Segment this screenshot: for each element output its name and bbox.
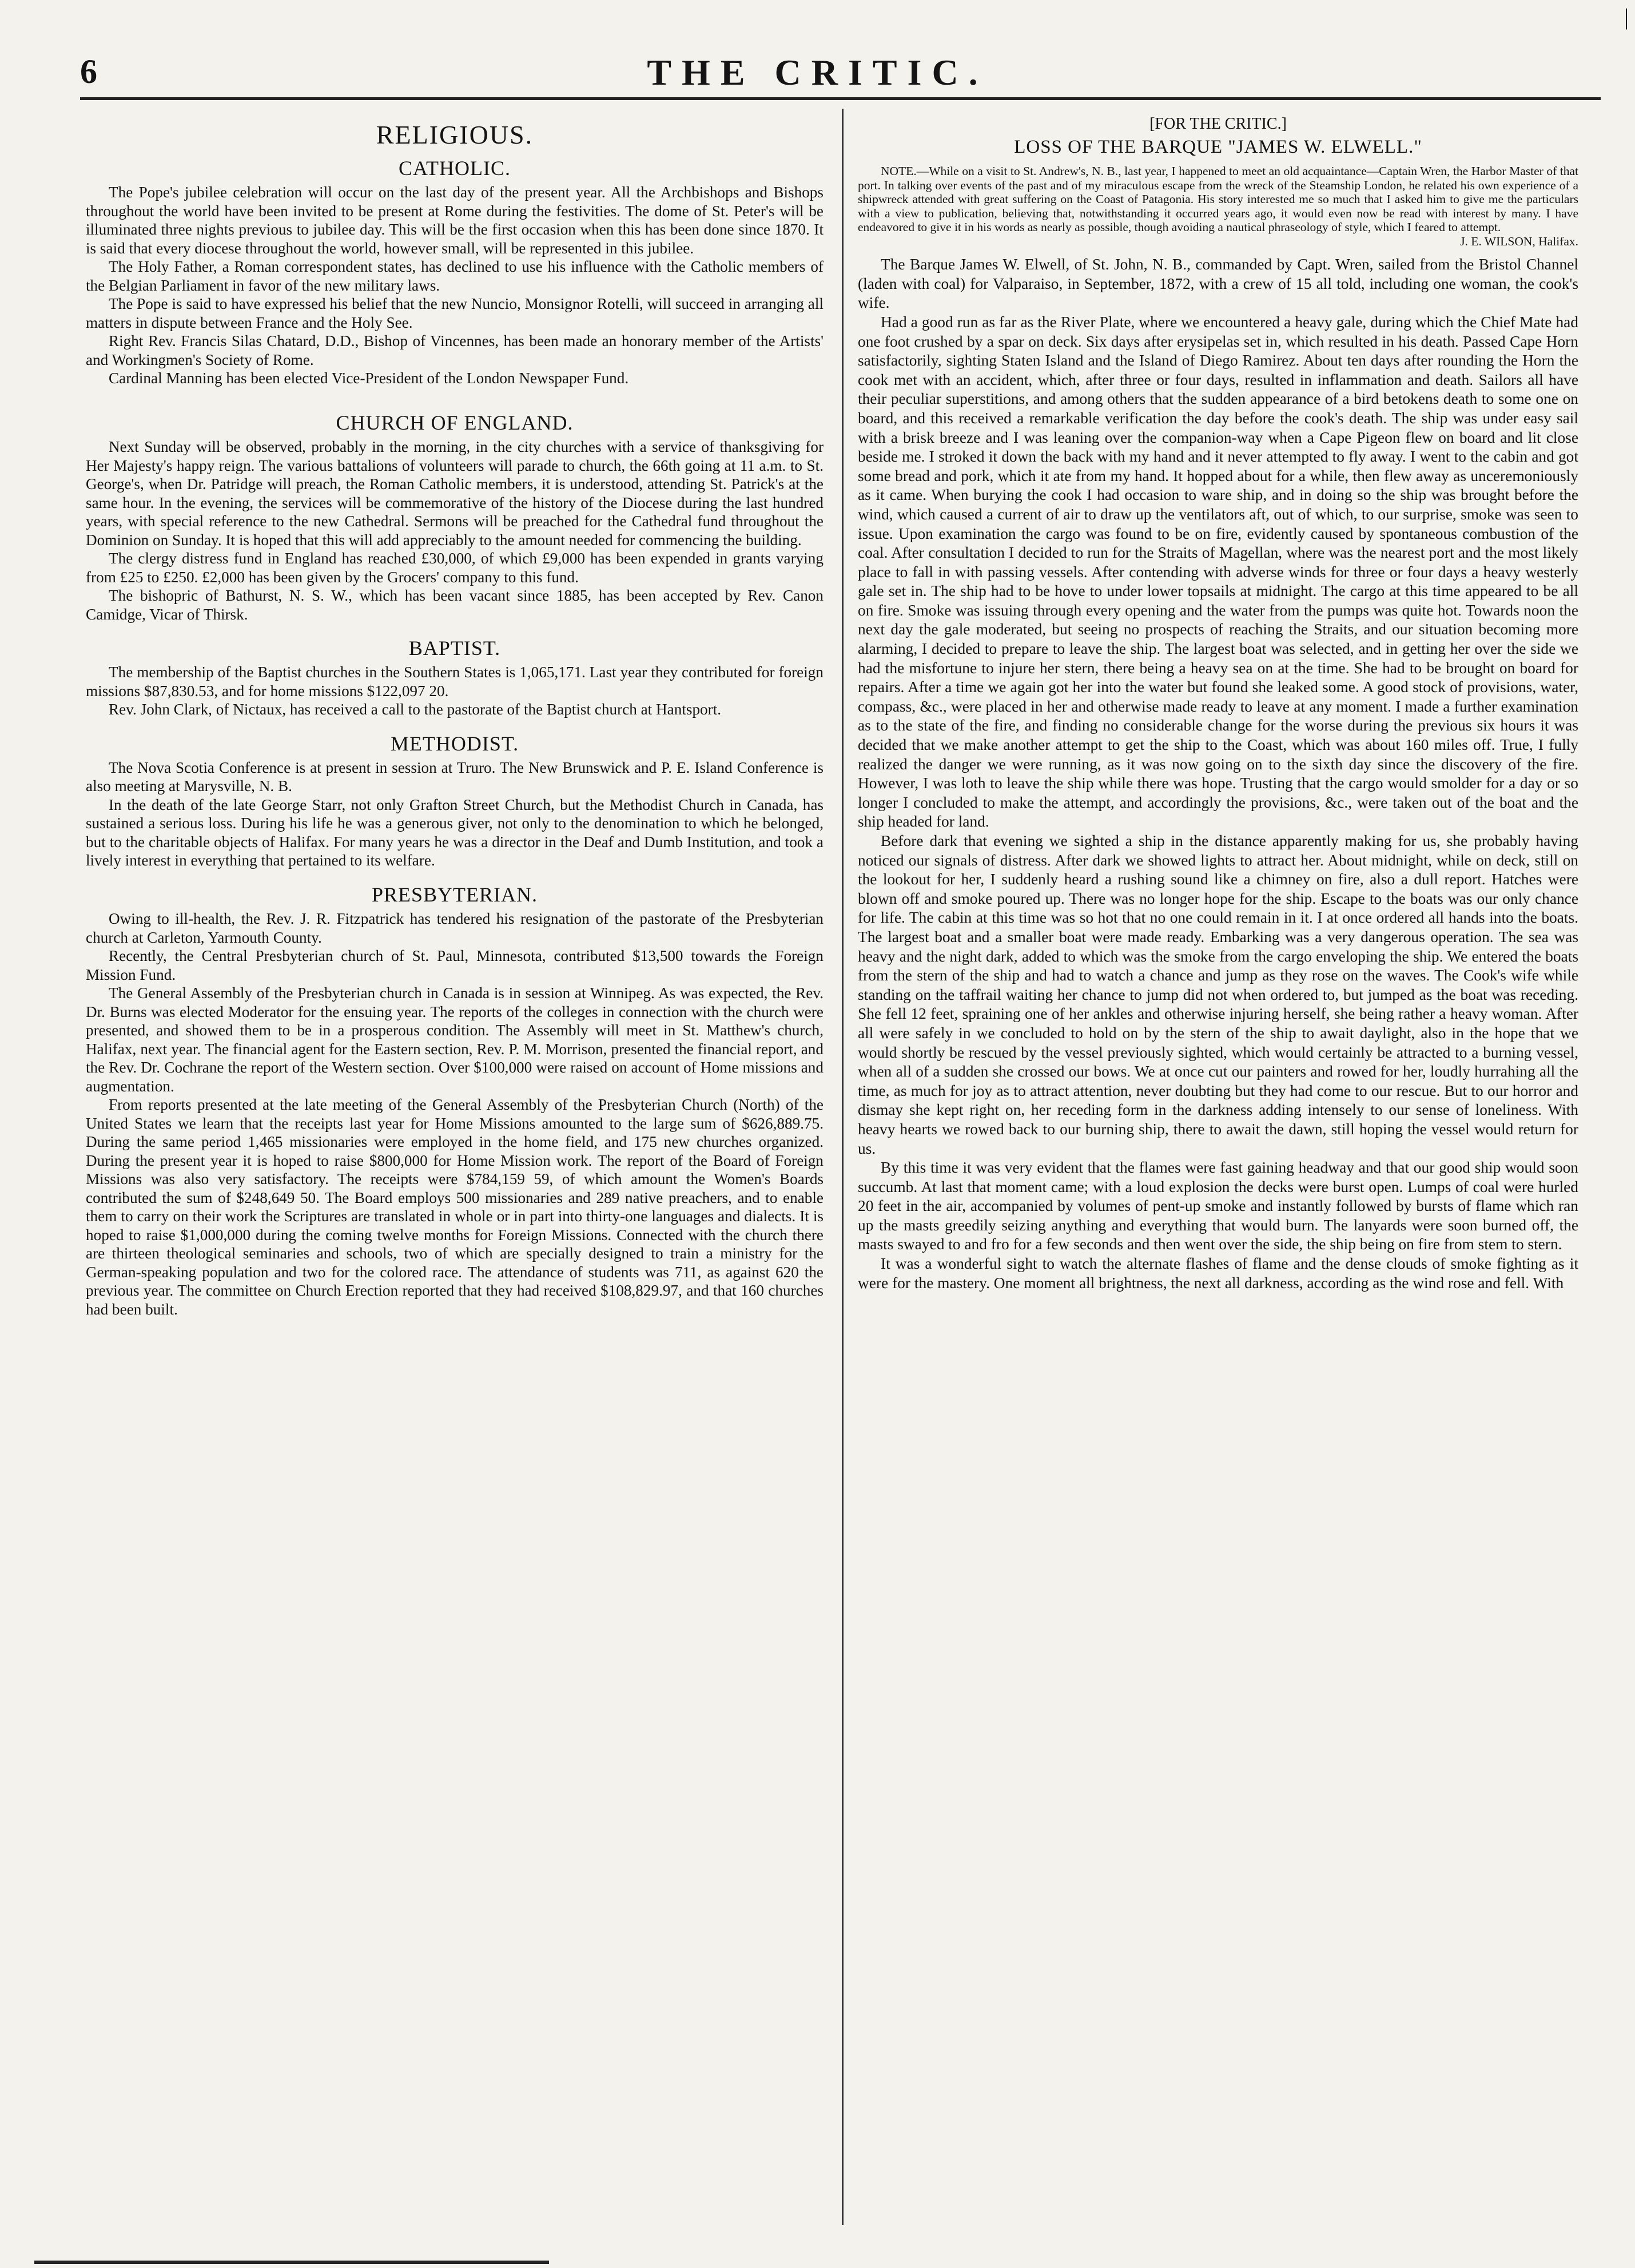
section-title-religious: RELIGIOUS. bbox=[376, 120, 534, 149]
page-number: 6 bbox=[80, 53, 97, 90]
masthead-title: THE CRITIC. bbox=[647, 52, 988, 93]
header-rule bbox=[80, 97, 1601, 100]
section-presbyterian bbox=[86, 883, 824, 1318]
editor-note: NOTE.—While on a visit to St. Andrew's, N. B., last year, I happened to meet an old acquaintance—Captain Wren, the Harbor Master of that port. In talking over events of the past and of my miraculous escape from the wreck of the Steamship London, he related his own experience of a shipwreck attended with great suffering on the Coast of Patagonia. His story interested me so much that I asked him to give me the particulars with a view to publication, believing that, notwithstanding it occurred years ago, it would even now be read with interest by many. I have endeavored to give it in his words as nearly as possible, though avoiding a nautical phraseology of style, which I feared to attempt. bbox=[858, 164, 1578, 235]
article-title: LOSS OF THE BARQUE "JAMES W. ELWELL." bbox=[1014, 136, 1422, 157]
footer-rule bbox=[34, 2261, 549, 2264]
paragraph: Owing to ill-health, the Rev. J. R. Fitzpatrick has tendered his resignation of the pastorate of the Presbyterian church at Carleton, Yarmouth County. bbox=[86, 910, 824, 946]
section-baptist bbox=[86, 636, 824, 719]
paragraph: From reports presented at the late meeting of the General Assembly of the Presbyterian Church (North) of the United States we learn that the receipts last year for Home Missions amounted to the large sum of $626,889.75. During the same period 1,465 missionaries were employed in the home field, and 175 new churches organized. During the present year it is hoped to raise $800,000 for Home Mission work. The report of the Board of Foreign Missions was also very satisfactory. The receipts were $784,159 59, of which amount the Women's Boards contributed the sum of $248,649 50. The Board employs 500 missionaries and 289 native preachers, and to enable them to carry on their work the Scriptures are translated in whole or in part into thirty-one languages and dialects. It is hoped to raise $1,000,000 during the coming twelve months for Foreign Missions. Connected with the church there are thirteen theological seminaries and schools, two of which are specially designed to train a ministry for the German-speaking population and two for the colored race. The attendance of students was 711, as against 620 the previous year. The committee on Church Erection reported that they had received $108,829.97, and that 160 churches had been built. bbox=[86, 1096, 824, 1318]
column-divider bbox=[842, 109, 844, 2225]
note-signature: J. E. WILSON, Halifax. bbox=[1460, 234, 1578, 248]
paragraph: The membership of the Baptist churches in the Southern States is 1,065,171. Last year they contributed for foreign missions $87,830.53, and for home missions $122,097 20. bbox=[86, 664, 824, 700]
paragraph: In the death of the late George Starr, not only Grafton Street Church, but the Methodist Church in Canada, has sustained a serious loss. During his life he was a generous giver, not only to the denomination to which he belonged, but to the charitable objects of Halifax. For many years he was a director in the Deaf and Dumb Institution, and took a lively interest in everything that pertained to its welfare. bbox=[86, 796, 824, 869]
paragraph: Rev. John Clark, of Nictaux, has received a call to the pastorate of the Baptist church at Hantsport. bbox=[109, 701, 722, 718]
right-column bbox=[858, 114, 1578, 1293]
heading-methodist: METHODIST. bbox=[390, 732, 519, 755]
paragraph: The Barque James W. Elwell, of St. John, N. B., commanded by Capt. Wren, sailed from the Bristol Channel (laden with coal) for Valparaiso, in September, 1872, with a crew of 15 all told, including one woman, the cook's wife. bbox=[858, 256, 1578, 312]
section-catholic bbox=[86, 156, 824, 388]
paragraph: The Nova Scotia Conference is at present in session at Truro. The New Brunswick and P. E. Island Conference is also meeting at Marysville, N. B. bbox=[86, 758, 824, 795]
paragraph: Had a good run as far as the River Plate, where we encountered a heavy gale, during which the Chief Mate had one foot crushed by a spar on deck. Six days after erysipelas set in, which resulted in his death. Passed Cape Horn satisfactorily, sighting Staten Island and the Island of Diego Ramirez. About ten days after rounding the Horn the cook met with an accident, which, after three or four days, resulted in inflammation and death. Sailors all have their peculiar superstitions, and among others that the sudden appearance of a bird betokens death to some one on board, and this received a remarkable verification the day before the cook's death. The ship was under easy sail with a brisk breeze and I was leaning over the companion-way when a Cape Pigeon flew on board and lit close beside me. I stroked it down the back with my hand and it never attempted to fly away. I went to the cabin and got some bread and pork, which it ate from my hand. It hopped about for a while, then flew away as unceremoniously as it came. When burying the cook I had occasion to ware ship, and in doing so the ship was brought before the wind, which caused a current of air to draw up the ventilators aft, out of which, to our surprise, smoke was seen to issue. Upon examination the cargo was found to be on fire, evidently caused by spontaneous combustion of the coal. After consultation I decided to run for the Straits of Magellan, where was the nearest port and the most likely place to fall in with passing vessels. After contending with adverse winds for three or four days a heavy westerly gale set in. The ship had to be hove to under lower topsails at midnight. The cargo at this time appeared to be all on fire. Smoke was issuing through every opening and the water from the pumps was quite hot. Towards noon the next day the gale moderated, but seeing no prospects of reaching the Straits, and our situation becoming more alarming, I decided to prepare to leave the ship. The largest boat was selected, and in getting her over the side we had the misfortune to injure her stern, there being a heavy sea on at the time. She had to be brought on board for repairs. After a time we again got her into the water but found she leaked some. A good stock of provisions, water, compass, &c., were placed in her and otherwise made ready to leave at any moment. I made a further examination as to the state of the fire, and finding no considerable change for the worse during the previous six hours it was decided that we make another attempt to get the ship to the Coast, which was about 160 miles off. True, I fully realized the danger we were running, as it was now going on to the sixth day since the discovery of the fire. However, I was loth to leave the ship while there was hope. Trusting that the cargo would smolder for a day or so longer I concluded to make the attempt, and accordingly the provisions, &c., were taken out of the boat and the ship headed for land. bbox=[858, 313, 1578, 831]
heading-catholic: CATHOLIC. bbox=[399, 157, 511, 180]
left-column bbox=[86, 114, 824, 1318]
paragraph: Right Rev. Francis Silas Chatard, D.D., Bishop of Vincennes, has been made an honorary member of the Artists' and Workingmen's Society of Rome. bbox=[86, 332, 824, 368]
paragraph: The Pope's jubilee celebration will occur on the last day of the present year. All the Archbishops and Bishops throughout the world have been invited to be present at Rome during the festivities. The dome of St. Peter's will be illuminated three nights previous to jubilee day. This will be the first occasion when this has been done since 1870. It is said that every diocese throughout the world, however small, will be represented in this jubilee. bbox=[86, 184, 824, 257]
paragraph: It was a wonderful sight to watch the alternate flashes of flame and the dense clouds of smoke fighting as it were for the mastery. One moment all brightness, the next all darkness, according as the wind rose and fell. With bbox=[858, 1255, 1578, 1292]
paragraph: Next Sunday will be observed, probably in the morning, in the city churches with a service of thanksgiving for Her Majesty's happy reign. The various battalions of volunteers will parade to church, the 66th going at 11 a.m. to St. George's, when Dr. Patridge will preach, the Roman Catholic members, it is understood, attending St. Patrick's at the same hour. In the evening, the services will be commemorative of the history of the Diocese during the last hundred years, with special reference to the new Cathedral. Sermons will be preached for the Cathedral fund throughout the Dominion on Sunday. It is hoped that this will add appreciably to the amount needed for commencing the building. bbox=[86, 438, 824, 549]
paragraph: Cardinal Manning has been elected Vice-President of the London Newspaper Fund. bbox=[109, 370, 629, 387]
paragraph: The General Assembly of the Presbyterian church in Canada is in session at Winnipeg. As was expected, the Rev. Dr. Burns was elected Moderator for the ensuing year. The reports of the colleges in connection with the church were presented, and showed them to be in a prosperous condition. The Assembly will meet in St. Matthew's church, Halifax, next year. The financial agent for the Eastern section, Rev. P. M. Morrison, presented the financial report, and the Rev. Dr. Cochrane the report of the Western section. Over $100,000 were raised on account of Home missions and augmentation. bbox=[86, 984, 824, 1095]
section-church-of-england bbox=[86, 411, 824, 623]
heading-church-of-england: CHURCH OF ENGLAND. bbox=[336, 411, 574, 434]
paragraph: The Pope is said to have expressed his belief that the new Nuncio, Monsignor Rotelli, will succeed in arranging all matters in dispute between France and the Holy See. bbox=[86, 295, 824, 331]
paragraph: The Holy Father, a Roman correspondent states, has declined to use his influence with the Catholic members of the Belgian Parliament in favor of the new military laws. bbox=[86, 258, 824, 294]
paragraph: By this time it was very evident that the flames were fast gaining headway and that our good ship would soon succumb. At last that moment came; with a loud explosion the decks were burst open. Lumps of coal were hurled 20 feet in the air, accompanied by volumes of pent-up smoke and instantly followed by bursts of flame which ran up the masts greedily seizing anything and everything that would burn. The lanyards were soon burned off, the masts swayed to and fro for a few seconds and then went over the side, the ship being on fire from stem to stern. bbox=[858, 1159, 1578, 1253]
for-the-critic-label: [FOR THE CRITIC.] bbox=[1149, 115, 1287, 133]
page-header bbox=[0, 0, 1635, 92]
paragraph: The clergy distress fund in England has reached £30,000, of which £9,000 has been expended in grants varying from £25 to £250. £2,000 has been given by the Grocers' company to this fund. bbox=[86, 550, 824, 586]
heading-baptist: BAPTIST. bbox=[408, 637, 501, 660]
section-methodist bbox=[86, 732, 824, 870]
paragraph: Recently, the Central Presbyterian church of St. Paul, Minnesota, contributed $13,500 towards the Foreign Mission Fund. bbox=[86, 947, 824, 983]
paragraph: Before dark that evening we sighted a ship in the distance apparently making for us, she probably having noticed our signals of distress. After dark we showed lights to attract her. About midnight, while on deck, still on the lookout for her, I suddenly heard a rushing sound like a chimney on fire, also a dull report. Hatches were blown off and smoke poured up. There was no longer hope for the ship. Escape to the boats was our only chance for life. The cabin at this time was so hot that no one could remain in it. I at once ordered all hands into the boats. The largest boat and a smaller boat were made ready. Embarking was a very dangerous operation. The sea was heavy and the night dark, added to which was the smoke from the cargo enveloping the ship. We entered the boats from the stern of the ship and had to watch a chance and jump as they rose on the waves. The Cook's wife while standing on the taffrail waiting her chance to jump did not when ordered to, but jumped as the boat was receding. She fell 12 feet, spraining one of her ankles and otherwise injuring herself, she being rather a heavy woman. After all were safely in we concluded to hold on by the stern of the ship to await daylight, also in the hope that we would shortly be rescued by the vessel previously sighted, which would certainly be attracted to a burning vessel, when all of a sudden she crossed our bows. We at once cut our painters and rowed for her, loudly hurrahing all the time, as much for joy as to attract attention, never doubting but they had come to our rescue. But to our horror and dismay she kept right on, her receding form in the darkness adding intensely to our sense of loneliness. With heavy hearts we rowed back to our burning ship, there to await the dawn, still hoping the vessel would return for us. bbox=[858, 832, 1578, 1157]
margin-mark: | bbox=[1624, 4, 1629, 30]
heading-presbyterian: PRESBYTERIAN. bbox=[371, 883, 538, 906]
paragraph: The bishopric of Bathurst, N. S. W., which has been vacant since 1885, has been accepted by Rev. Canon Camidge, Vicar of Thirsk. bbox=[86, 587, 824, 623]
